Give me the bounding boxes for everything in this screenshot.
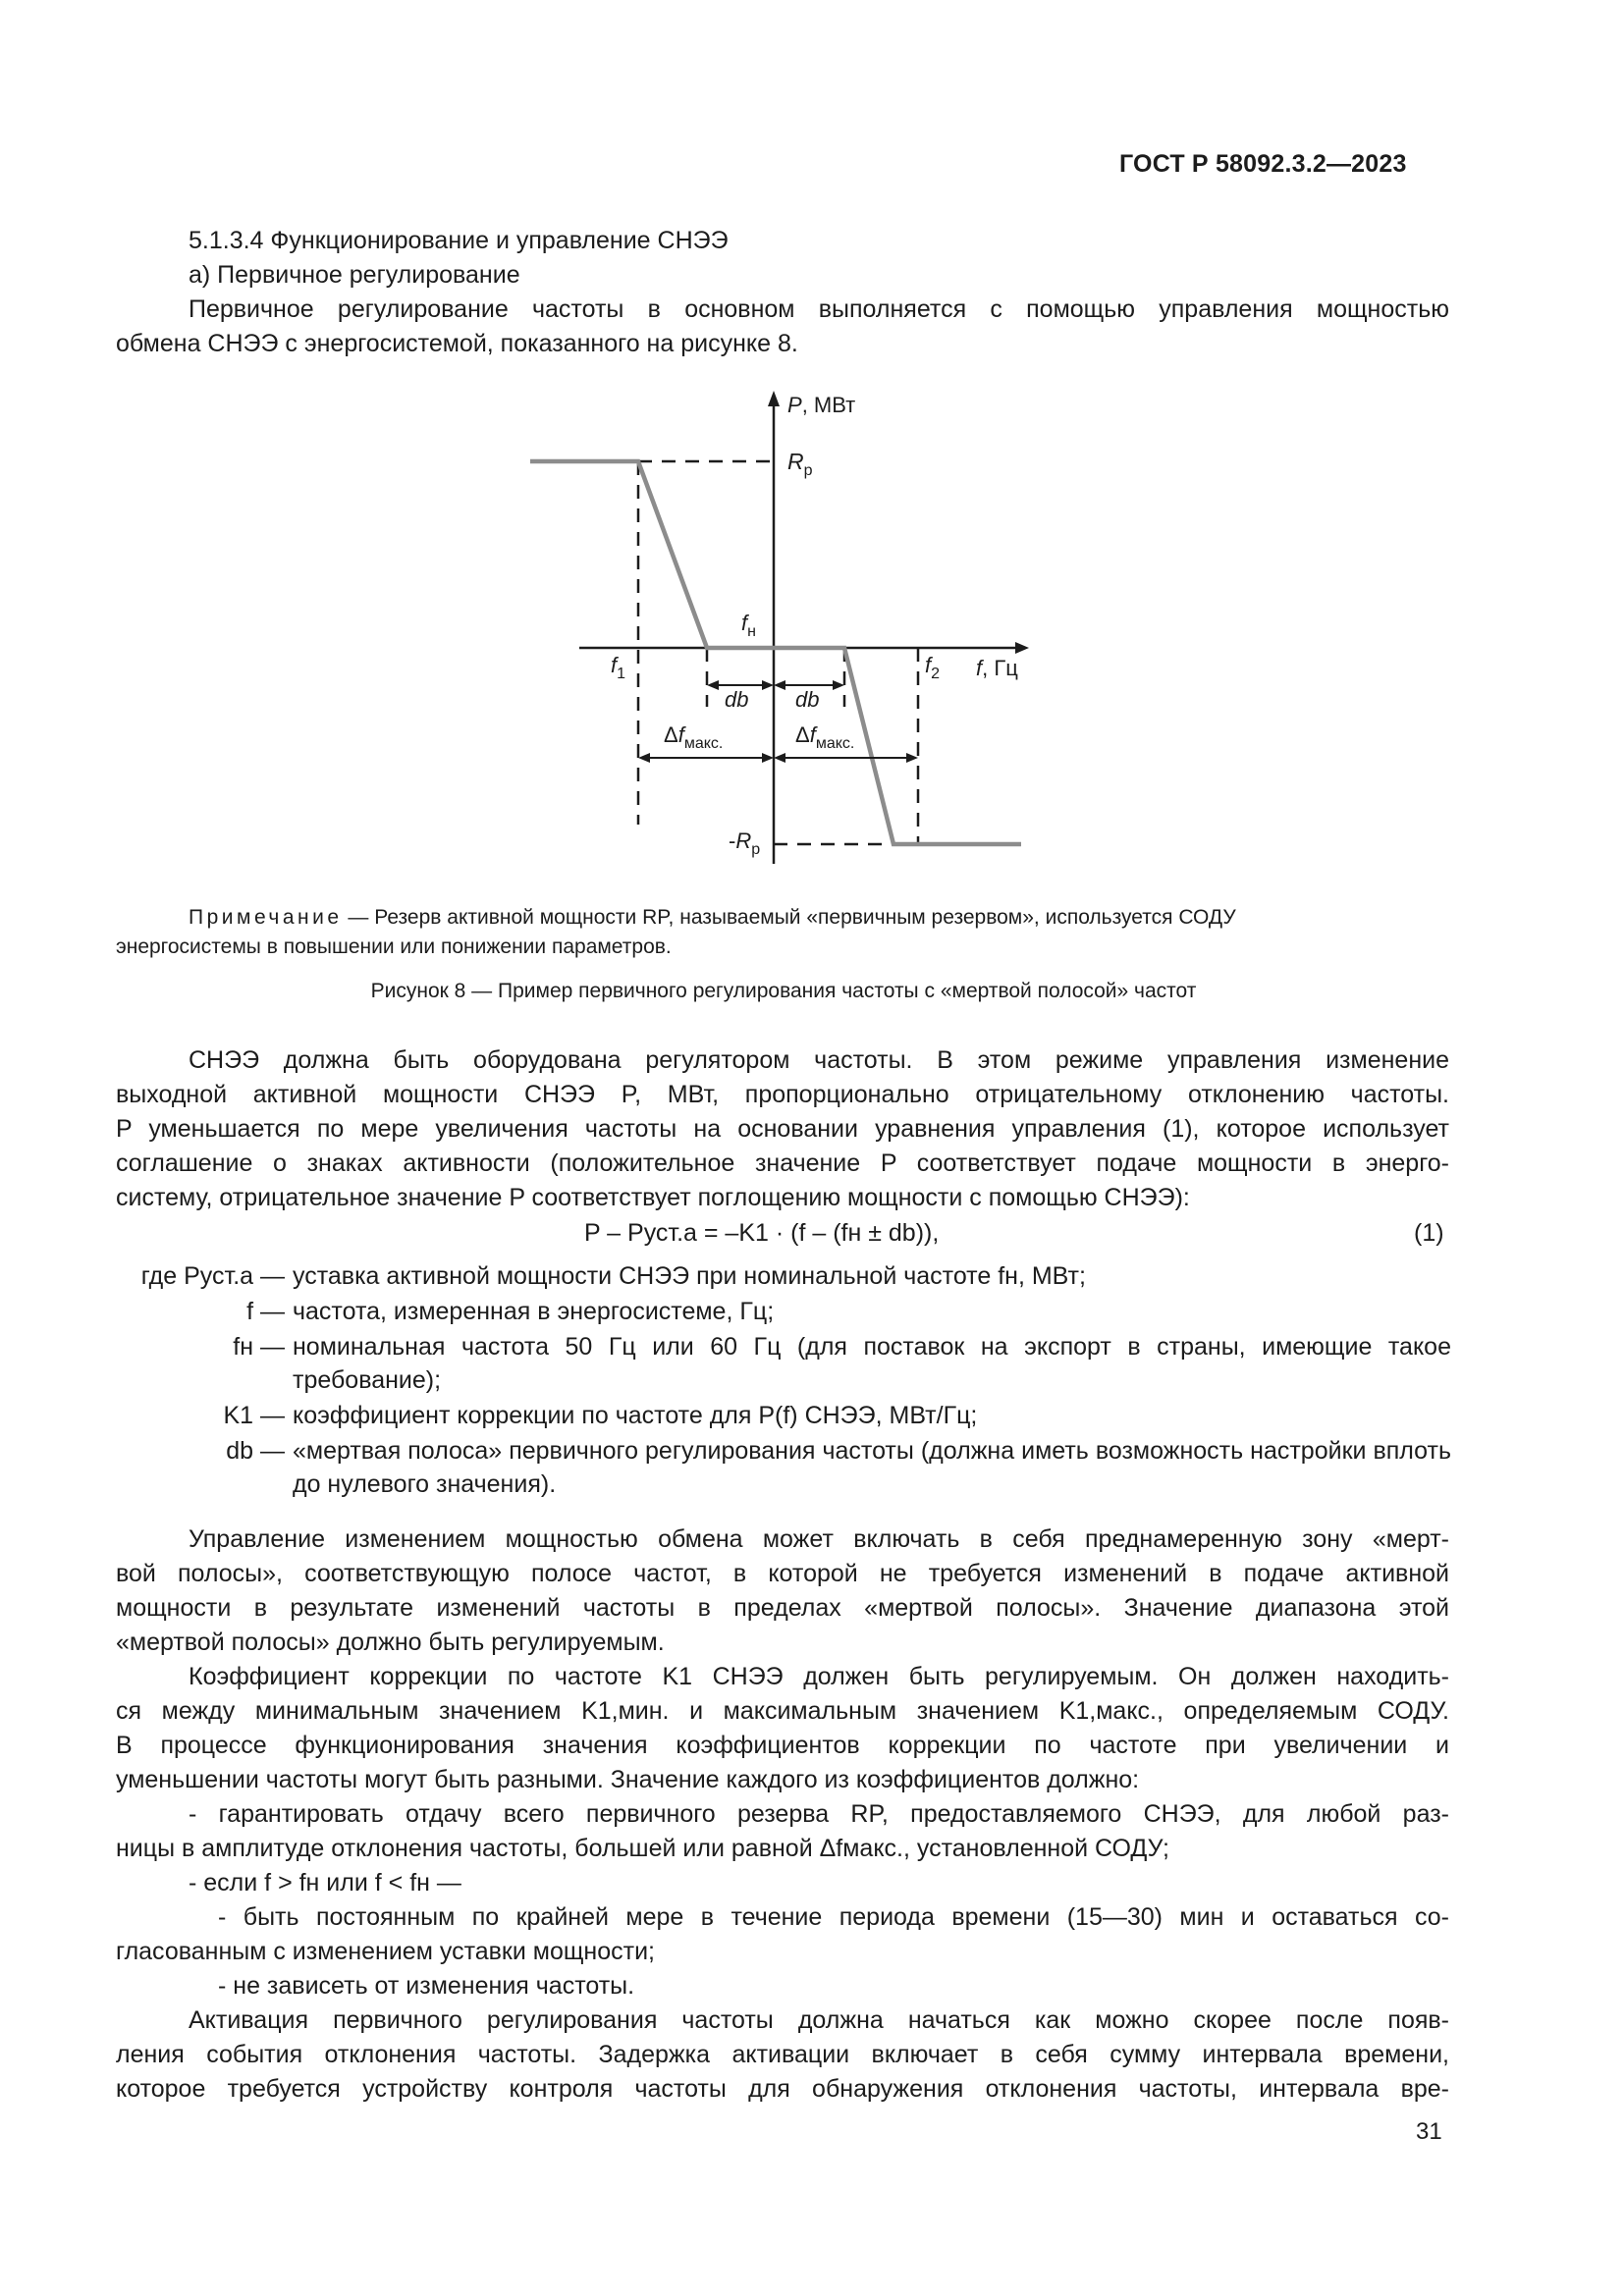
paragraph-line: Активация первичного регулирования частоты должна начаться как можно скорее после появ- bbox=[189, 2006, 1449, 2034]
figure-note-line2: энергосистемы в повышении или понижении параметров. bbox=[116, 935, 672, 958]
paragraph-line: ления события отклонения частоты. Задержка активации включает в себя сумму интервала времени, bbox=[116, 2041, 1449, 2068]
paragraph-line: В процессе функционирования значения коэффициентов коррекции по частоте при увеличении и bbox=[116, 1732, 1449, 1759]
figure-caption: Рисунок 8 — Пример первичного регулирования частоты с «мертвой полосой» частот bbox=[370, 980, 1197, 1002]
definition-text: уставка активной мощности СНЭЭ при номинальной частоте fн, МВт; bbox=[293, 1262, 1086, 1290]
db-right-label: db bbox=[795, 687, 820, 712]
definition-row bbox=[116, 1399, 1451, 1432]
df-left-label: $\Delta f_{макс.}$ bbox=[664, 722, 724, 752]
arrow-icon bbox=[906, 753, 918, 763]
definition-row bbox=[116, 1330, 1451, 1397]
definition-term: db — bbox=[226, 1437, 285, 1465]
paragraph-line: уменьшении частоты могут быть разными. Значение каждого из коэффициентов должно: bbox=[116, 1766, 1140, 1793]
neg-rp-label: $-R_р$ bbox=[729, 828, 761, 858]
paragraph-line: «мертвой полосы» должно быть регулируемым. bbox=[116, 1629, 665, 1656]
paragraph-line: систему, отрицательное значение P соответствует поглощению мощности с помощью СНЭЭ): bbox=[116, 1184, 1190, 1211]
dashed-guides bbox=[638, 461, 918, 844]
page-number: 31 bbox=[1416, 2118, 1442, 2145]
arrow-icon bbox=[774, 680, 785, 690]
y-axis-label: P, МВт bbox=[787, 393, 856, 417]
section-heading: 5.1.3.4 Функционирование и управление СНЭЭ bbox=[189, 227, 729, 254]
paragraph-line: выходной активной мощности СНЭЭ P, МВт, пропорционально отрицательному отклонению частоты. bbox=[116, 1081, 1449, 1108]
bullet-line: ницы в амплитуде отклонения частоты, большей или равной Δfмакс., установленной СОДУ; bbox=[116, 1835, 1169, 1862]
bullet-line: - если f > fн или f < fн — bbox=[189, 1869, 461, 1896]
control-characteristic bbox=[530, 461, 1021, 844]
definition-term: fн — bbox=[233, 1333, 285, 1361]
x-axis-label: f, Гц bbox=[976, 656, 1018, 680]
paragraph-line: СНЭЭ должна быть оборудована регулятором частоты. В этом режиме управления изменение bbox=[189, 1046, 1449, 1074]
bullet-line: - гарантировать отдачу всего первичного резерва RP, предоставляемого СНЭЭ, для любой раз- bbox=[189, 1800, 1449, 1828]
definitions-list bbox=[116, 1259, 1451, 1503]
note-text: — Резерв активной мощности RP, называемый «первичным резервом», используется СОДУ bbox=[348, 906, 1236, 929]
x-axis-arrow-icon bbox=[1015, 642, 1029, 654]
bullet-line: - не зависеть от изменения частоты. bbox=[218, 1972, 635, 2000]
section-subheading: а) Первичное регулирование bbox=[189, 261, 520, 289]
note-label: Примечание bbox=[189, 906, 343, 929]
f1-label: $f_1$ bbox=[611, 653, 626, 682]
equation-1: P – Pуст.а = –K1 · (f – (fн ± db)), bbox=[584, 1219, 940, 1247]
paragraph-line: Коэффициент коррекции по частоте K1 СНЭЭ должен быть регулируемым. Он должен находить- bbox=[189, 1663, 1449, 1690]
bullet-line: - быть постоянным по крайней мере в течение периода времени (15—30) мин и оставаться со- bbox=[218, 1903, 1449, 1931]
paragraph-line: которое требуется устройству контроля частоты для обнаружения отклонения частоты, интервала вре- bbox=[116, 2075, 1449, 2103]
arrow-icon bbox=[774, 753, 785, 763]
definition-term: f — bbox=[246, 1298, 285, 1325]
paragraph-line: мощности в результате изменений частоты в пределах «мертвой полосы». Значение диапазона этой bbox=[116, 1594, 1449, 1622]
definition-text: «мертвая полоса» первичного регулирования частоты (должна иметь возможность настройки вплоть до нулевого значения). bbox=[293, 1437, 1451, 1498]
arrow-icon bbox=[833, 680, 844, 690]
equation-number: (1) bbox=[1414, 1219, 1444, 1247]
paragraph-line: соглашение о знаках активности (положительное значение P соответствует подаче мощности в энерго- bbox=[116, 1149, 1449, 1177]
dimension-lines bbox=[638, 680, 918, 763]
definition-text: номинальная частота 50 Гц или 60 Гц (для поставок на экспорт в страны, имеющие такое требование); bbox=[293, 1333, 1451, 1394]
paragraph-line: P уменьшается по мере увеличения частоты на основании уравнения управления (1), которое использует bbox=[116, 1115, 1449, 1143]
paragraph-line: вой полосы», соответствующую полосе частот, в которой не требуется изменений в подаче активной bbox=[116, 1560, 1449, 1587]
definition-row bbox=[116, 1295, 1451, 1328]
intro-line: Первичное регулирование частоты в основном выполняется с помощью управления мощностью bbox=[189, 295, 1449, 323]
df-right-label: $\Delta f_{макс.}$ bbox=[795, 722, 855, 752]
fn-label: $f_н$ bbox=[741, 611, 756, 640]
figure-8-chart bbox=[501, 363, 1051, 874]
definition-term: K1 — bbox=[223, 1402, 285, 1429]
arrow-icon bbox=[638, 753, 650, 763]
definition-term: где Pуст.а — bbox=[140, 1262, 285, 1290]
paragraph-line: Управление изменением мощностью обмена может включать в себя преднамеренную зону «мерт- bbox=[189, 1525, 1449, 1553]
definition-text: частота, измеренная в энергосистеме, Гц; bbox=[293, 1298, 775, 1325]
f2-label: $f_2$ bbox=[925, 653, 941, 682]
definition-row bbox=[116, 1259, 1451, 1293]
intro-line: обмена СНЭЭ с энергосистемой, показанного на рисунке 8. bbox=[116, 330, 798, 357]
arrow-icon bbox=[762, 753, 774, 763]
y-axis-arrow-icon bbox=[768, 391, 780, 406]
arrow-icon bbox=[762, 680, 774, 690]
document-header: ГОСТ Р 58092.3.2—2023 bbox=[1119, 150, 1407, 178]
definition-row bbox=[116, 1434, 1451, 1501]
bullet-line: гласованным с изменением уставки мощности; bbox=[116, 1938, 655, 1965]
arrow-icon bbox=[707, 680, 719, 690]
db-left-label: db bbox=[725, 687, 749, 712]
paragraph-line: ся между минимальным значением K1,мин. и максимальным значением K1,макс., определяемым СОДУ. bbox=[116, 1697, 1449, 1725]
rp-label: $R_р$ bbox=[787, 449, 813, 479]
figure-note-line1 bbox=[189, 903, 1451, 933]
definition-text: коэффициент коррекции по частоте для P(f) СНЭЭ, МВт/Гц; bbox=[293, 1402, 978, 1429]
